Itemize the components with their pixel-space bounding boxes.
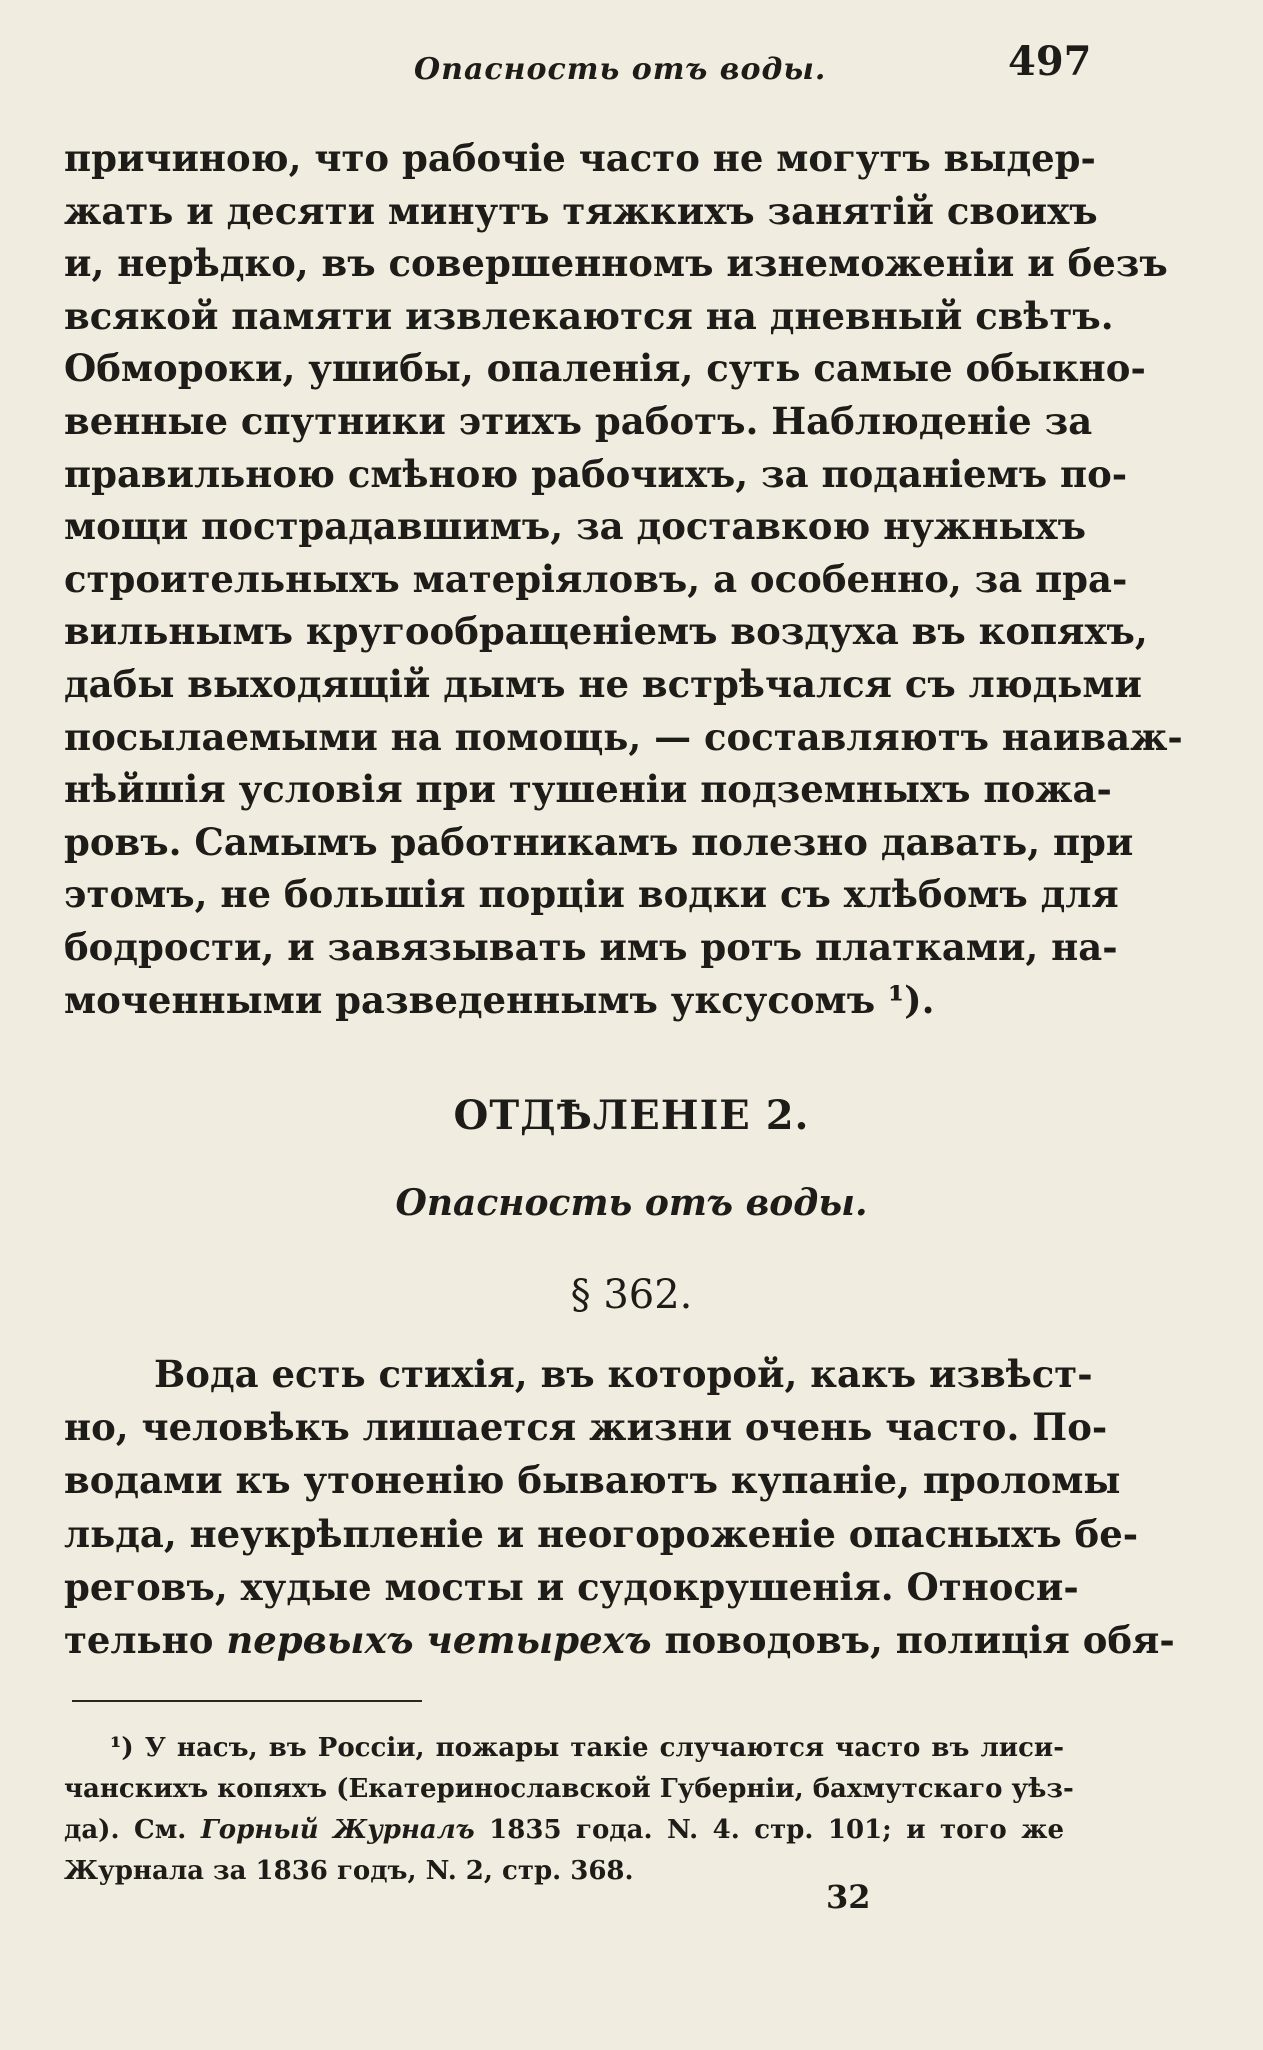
page-number: 497 xyxy=(1008,38,1092,85)
footnote-line: чанскихъ копяхъ (Екатеринославской Губерніи, бахмутскаго уѣз- xyxy=(64,1774,1074,1804)
italic-title: Горный Журналъ xyxy=(200,1815,475,1845)
text-segment: да). См. xyxy=(64,1815,201,1845)
text-segment: поводовъ, полиція обя- xyxy=(651,1618,1175,1663)
running-title: Опасность отъ воды. xyxy=(414,52,827,87)
text-line: Обмороки, ушибы, опаленія, суть самые обыкно- xyxy=(64,346,1146,391)
footnote-divider xyxy=(72,1700,422,1702)
footnote-line: ¹) У насъ, въ Россіи, пожары такіе случаются часто въ лиси- xyxy=(110,1733,1064,1763)
footnote xyxy=(64,1728,1074,1892)
text-line: Вода есть стихія, въ которой, какъ извѣст- xyxy=(154,1352,1093,1396)
text-line: строительныхъ матеріяловъ, а особенно, за пра- xyxy=(64,556,1128,601)
text-line: нѣйшія условія при тушеніи подземныхъ пожа- xyxy=(64,767,1112,812)
section-subtitle: Опасность отъ воды. xyxy=(395,1182,868,1224)
text-line: мощи пострадавшимъ, за доставкою нужныхъ xyxy=(64,504,1086,549)
text-line: вильнымъ кругообращеніемъ воздуха въ копяхъ, xyxy=(64,609,1148,654)
text-line: жать и десяти минутъ тяжкихъ занятій своихъ xyxy=(64,188,1098,233)
text-line: ровъ. Самымъ работникамъ полезно давать, при xyxy=(64,819,1134,864)
footnote-line xyxy=(64,1810,1064,1851)
text-line: всякой памяти извлекаются на дневный свѣтъ. xyxy=(64,293,1114,338)
text-line: посылаемыми на помощь, — составляютъ наиваж- xyxy=(64,714,1183,759)
signature-mark: 32 xyxy=(826,1878,871,1916)
text-line: но, человѣкъ лишается жизни очень часто. По- xyxy=(64,1405,1108,1450)
text-line: правильною смѣною рабочихъ, за поданіемъ по- xyxy=(64,451,1128,496)
text-line: этомъ, не большія порціи водки съ хлѣбомъ для xyxy=(64,872,1119,917)
text-line: дабы выходящій дымъ не встрѣчался съ людьми xyxy=(64,661,1143,706)
text-line: водами къ утоненію бываютъ купаніе, проломы xyxy=(64,1458,1121,1503)
text-segment: 1835 года. N. 4. стр. 101; и того же xyxy=(474,1815,1065,1845)
paragraph-number: § 362. xyxy=(570,1272,693,1318)
text-line: причиною, что рабочіе часто не могутъ выдер- xyxy=(64,136,1096,180)
section-heading: ОТДѢЛЕНІЕ 2. xyxy=(453,1092,810,1139)
text-segment: тельно xyxy=(64,1618,227,1663)
text-line: льда, неукрѣпленіе и неогороженіе опасныхъ бе- xyxy=(64,1511,1139,1556)
text-line: моченными разведеннымъ уксусомъ ¹). xyxy=(64,977,935,1022)
continuation-paragraph xyxy=(64,132,1183,1026)
text-line: и, нерѣдко, въ совершенномъ изнеможеніи и безъ xyxy=(64,241,1168,286)
footnote-line: Журнала за 1836 годъ, N. 2, стр. 368. xyxy=(64,1856,634,1886)
italic-phrase: первыхъ четырехъ xyxy=(226,1618,652,1663)
text-line xyxy=(64,1614,1175,1667)
text-line: реговъ, худые мосты и судокрушенія. Относи- xyxy=(64,1564,1079,1609)
text-line: бодрости, и завязывать имъ ротъ платками, на- xyxy=(64,924,1118,969)
section-paragraph xyxy=(64,1348,1175,1667)
text-line: венные спутники этихъ работъ. Наблюденіе за xyxy=(64,398,1093,443)
